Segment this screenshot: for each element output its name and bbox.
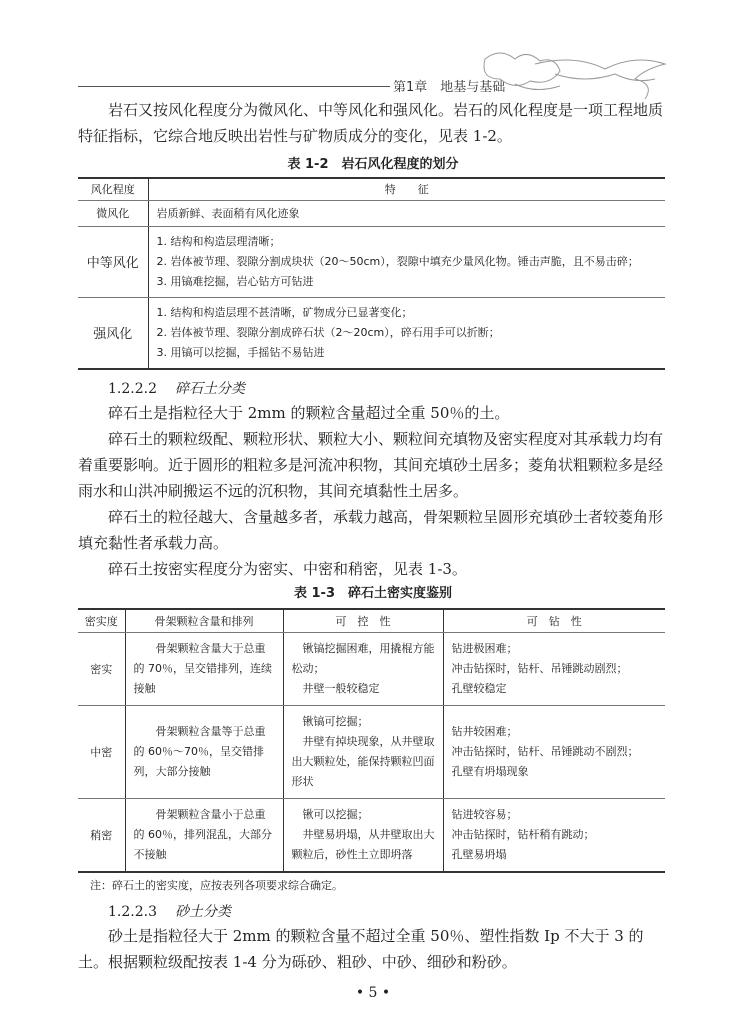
- page-number: • 5 •: [355, 985, 391, 1001]
- drill-line: 钻井较困难；: [451, 725, 518, 738]
- section-title: 碎石土分类: [174, 380, 245, 397]
- grade-cell: 中等风化: [78, 226, 148, 297]
- column-header: 密实度: [78, 609, 125, 633]
- drill-line: 孔壁易坍塌: [451, 848, 507, 861]
- table-1-3: [78, 608, 665, 874]
- drill-line: 孔壁有坍塌现象: [451, 765, 529, 778]
- grade-cell: 中密: [78, 706, 125, 799]
- column-header: 骨架颗粒含量和排列: [125, 609, 283, 633]
- dig-line: 锹镐挖掘困难，用撬棍方能松动；: [291, 642, 435, 675]
- grade-cell: 密实: [78, 633, 125, 706]
- paragraph: 砂土是指粒径大于 2mm 的颗粒含量不超过全重 50％、塑性指数 Ip 不大于 3 的土。根据颗粒级配按表 1-4 分为砾砂、粗砂、中砂、细砂和粉砂。: [78, 927, 644, 971]
- table-1-2: [78, 177, 665, 370]
- feature-line: 3. 用镐难挖掘，岩心钻方可钻进: [156, 274, 314, 288]
- paragraph: 碎石土按密实程度分为密实、中密和稍密，见表 1-3。: [108, 559, 467, 578]
- paragraph: 碎石土是指粒径大于 2mm 的颗粒含量超过全重 50％的土。: [108, 403, 510, 422]
- section-title: 砂土分类: [174, 904, 231, 920]
- paragraph: 碎石土的颗粒级配、颗粒形状、颗粒大小、颗粒间充填物及密实程度对其承载力均有着重要影响。近于圆形的粗粒多是河流冲积物，其间充填砂土居多；菱角状粗颗粒多是经雨水和山洪冲刷搬运不远的沉积物，其间充填黏性土居多。: [78, 429, 664, 500]
- content-cell: 骨架颗粒含量小于总重的 60％，排列混乱，大部分不接触: [125, 799, 283, 873]
- feature-line: 1. 结构和构造层理不甚清晰，矿物成分已显著变化；: [156, 305, 413, 319]
- column-header: 可 钻 性: [443, 609, 665, 633]
- drill-line: 冲击钻探时，钻杆、吊锤跳动剧烈；: [451, 662, 628, 675]
- dig-line: 井壁有掉块现象，从井壁取出大颗粒处，能保持颗粒凹面形状: [291, 735, 435, 788]
- section-number: 1.2.2.3: [108, 904, 157, 920]
- section-number: 1.2.2.2: [108, 380, 157, 397]
- running-header: 第1章 地基与基础: [393, 80, 506, 95]
- table-1-3-caption: 表 1-3 碎石土密实度鉴别: [293, 585, 452, 601]
- table-1-2-caption: 表 1-2 岩石风化程度的划分: [287, 157, 459, 172]
- drill-line: 钻进较容易；: [451, 808, 518, 821]
- drill-line: 冲击钻探时，钻杆稍有跳动；: [451, 828, 595, 841]
- grade-cell: 稍密: [78, 799, 125, 873]
- dig-line: 井壁易坍塌，从井壁取出大颗粒后，砂性土立即坍落: [291, 828, 435, 861]
- table-note: 注：碎石土的密实度，应按表列各项要求综合确定。: [90, 879, 343, 892]
- column-header: 可 控 性: [283, 609, 443, 633]
- dig-line: 锹可以挖掘；: [302, 808, 369, 821]
- feature-line: 2. 岩体被节理、裂隙分割成块状（20～50cm），裂隙中填充少量风化物。锤击声脆，且不易击碎；: [156, 254, 639, 268]
- content-cell: 骨架颗粒含量大于总重的 70％，呈交错排列，连续接触: [125, 633, 283, 706]
- content-cell: 骨架颗粒含量等于总重的 60％～70％，呈交错排列，大部分接触: [125, 706, 283, 799]
- dig-line: 井壁一般较稳定: [302, 682, 380, 695]
- section-heading: [78, 901, 668, 923]
- drill-line: 钻进极困难；: [451, 642, 518, 655]
- column-header: 风化程度: [78, 178, 148, 200]
- grade-cell: 微风化: [78, 200, 148, 226]
- drill-line: 冲击钻探时，钻杆、吊锤跳动不剧烈；: [451, 745, 639, 758]
- paragraph: 碎石土的粒径越大、含量越多者，承载力越高，骨架颗粒呈圆形充填砂土者较菱角形填充黏性者承载力高。: [78, 507, 664, 552]
- feature-line: 1. 结构和构造层理清晰；: [156, 234, 281, 248]
- page-body: [78, 0, 668, 1033]
- section-heading: [78, 378, 668, 400]
- feature-cell: 岩质新鲜、表面稍有风化迹象: [148, 200, 665, 226]
- intro-paragraph: 岩石又按风化程度分为微风化、中等风化和强风化。岩石的风化程度是一项工程地质特征指标，它综合地反映出岩性与矿物质成分的变化，见表 1-2。: [78, 101, 664, 145]
- grade-cell: 强风化: [78, 297, 148, 369]
- feature-line: 2. 岩体被节理、裂隙分割成碎石状（2～20cm），碎石用手可以折断；: [156, 325, 500, 339]
- dig-line: 锹镐可挖掘；: [302, 715, 369, 728]
- column-header: 特 征: [148, 178, 665, 200]
- drill-line: 孔壁较稳定: [451, 682, 507, 695]
- feature-line: 3. 用镐可以挖掘，手摇钻不易钻进: [156, 345, 325, 359]
